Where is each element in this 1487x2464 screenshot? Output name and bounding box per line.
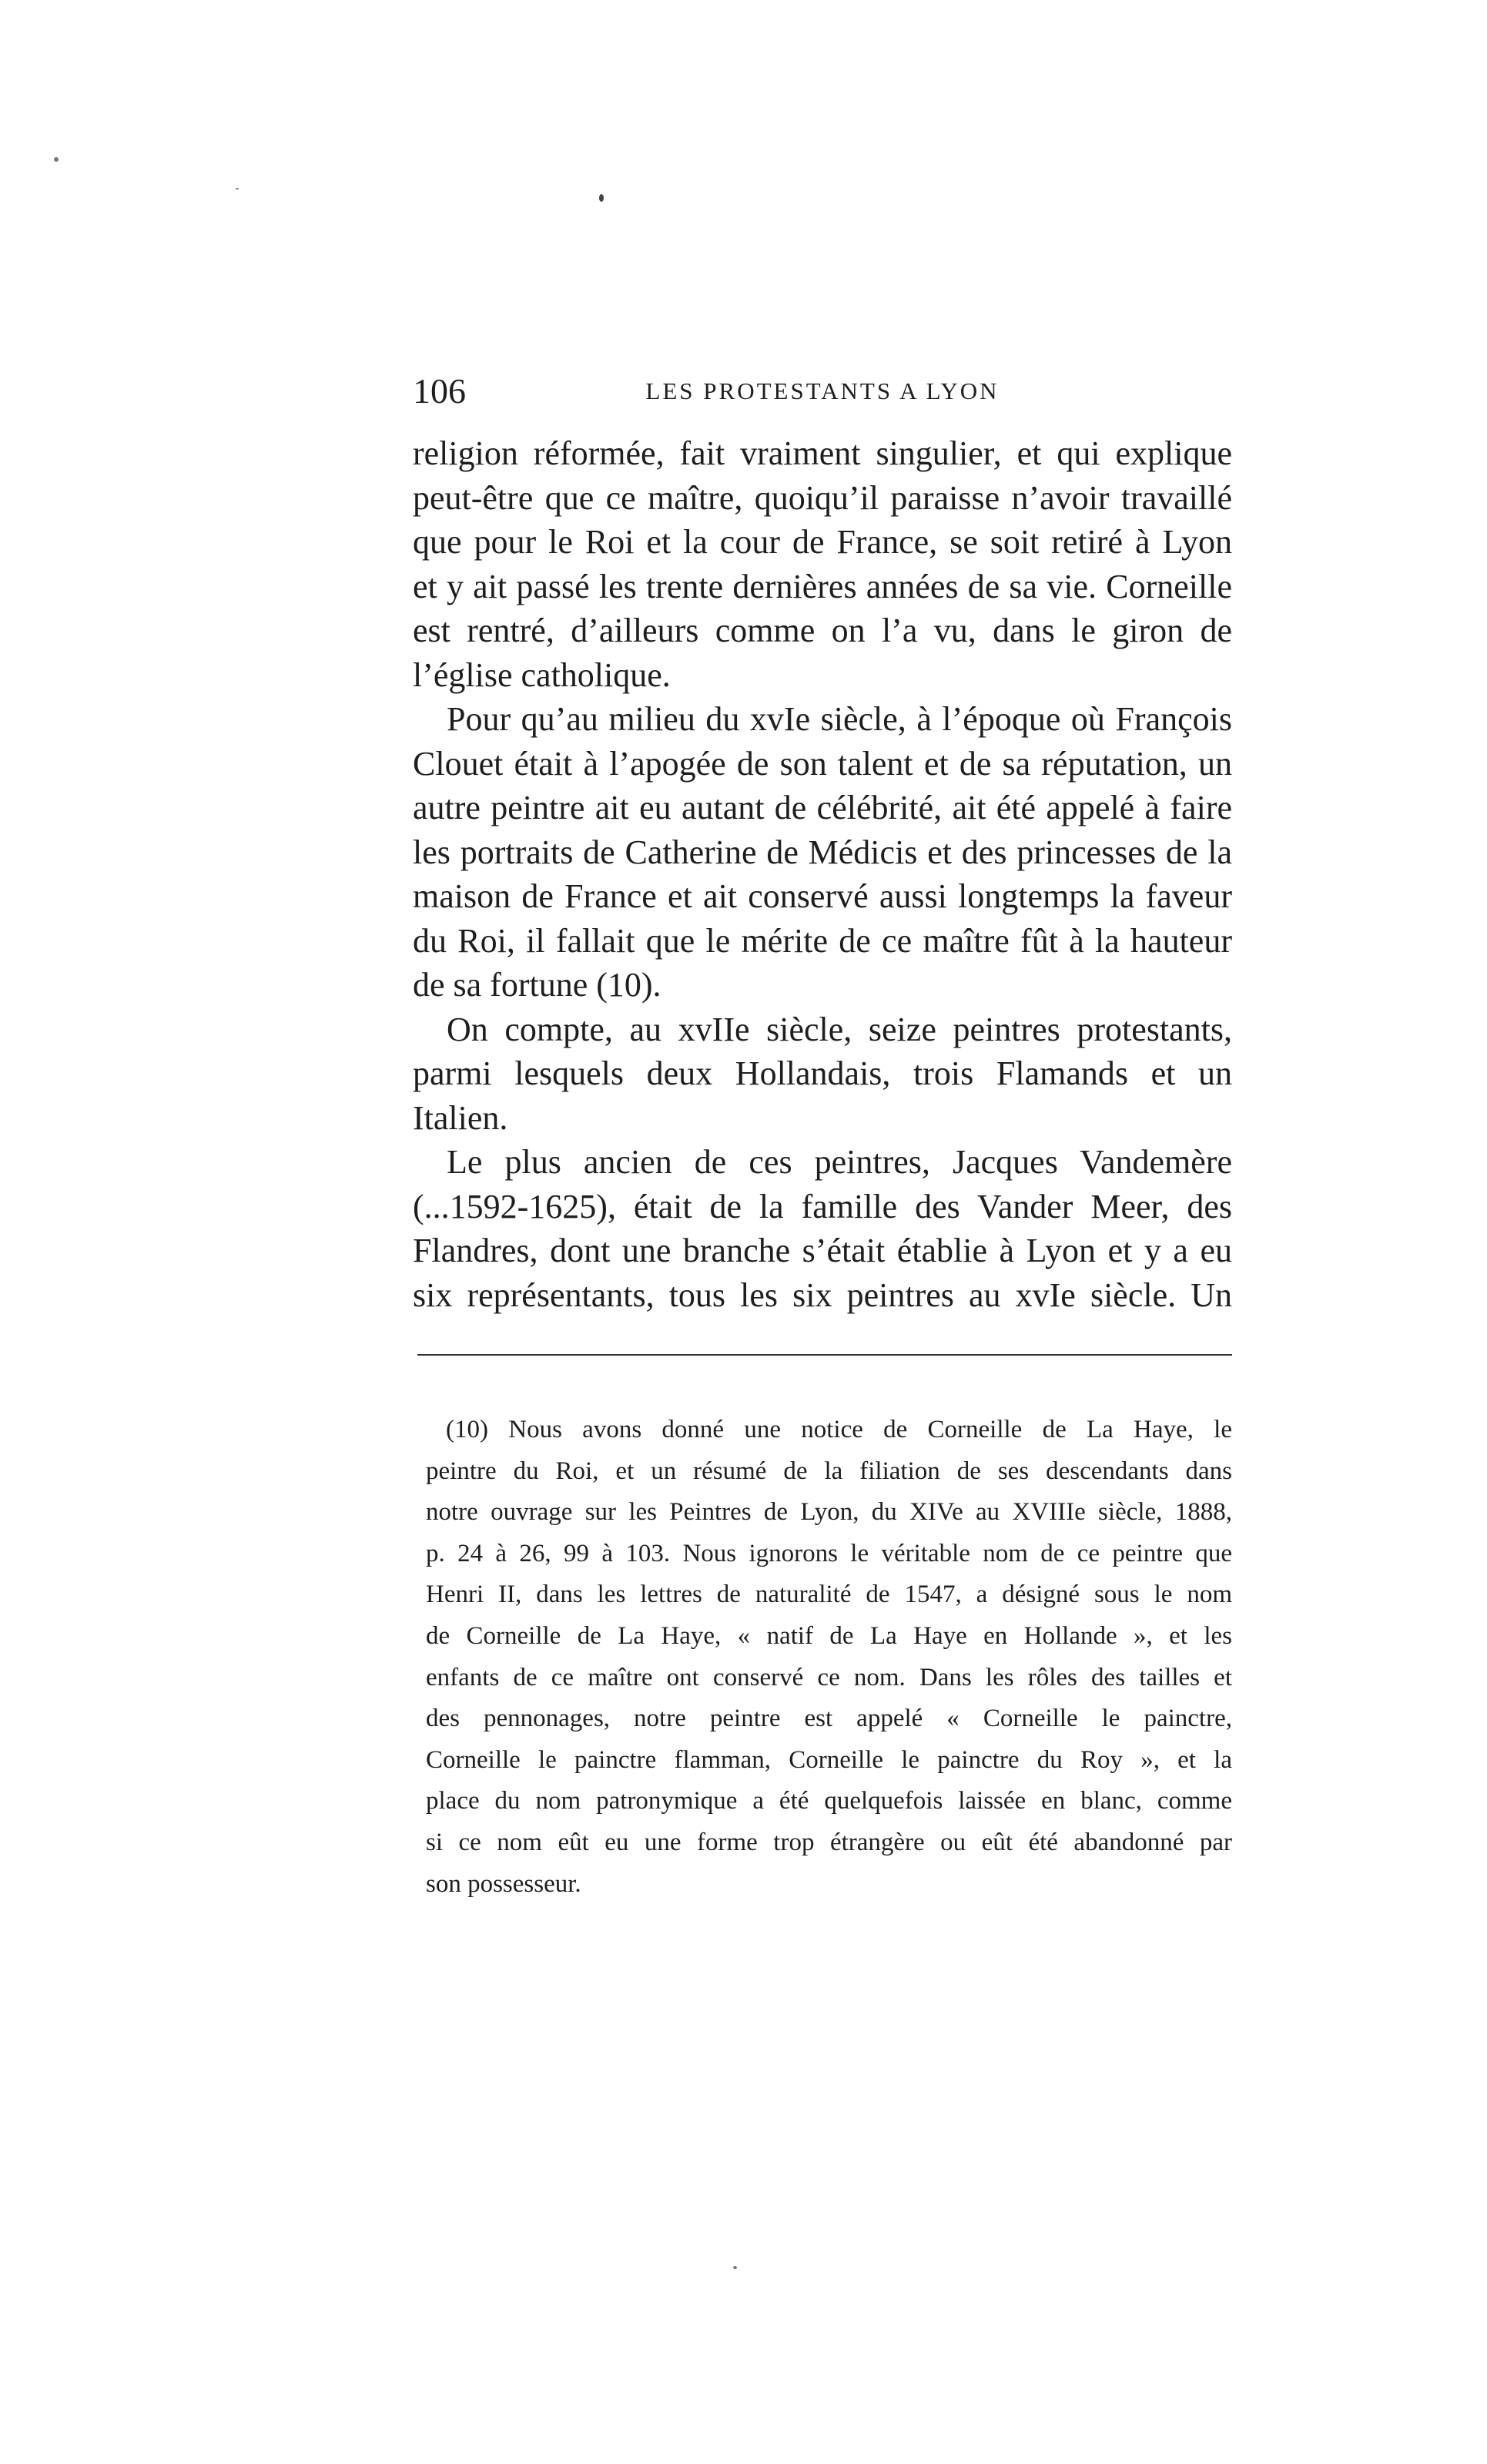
- paragraph: [413, 1007, 1232, 1141]
- footnote-line: place du nom patronymique a été quelquefois laissée en blanc, comme: [426, 1787, 1232, 1815]
- text-line: de sa fortune (10).: [413, 966, 661, 1004]
- text-line: Italien.: [413, 1098, 508, 1137]
- paragraph: [413, 431, 1232, 697]
- footnote-line: p. 24 à 26, 99 à 103. Nous ignorons le véritable nom de ce peintre que: [426, 1539, 1232, 1567]
- footnote-line: si ce nom eût eu une forme trop étrangère ou eût été abandonné par: [426, 1828, 1232, 1856]
- text-line: six représentants, tous les six peintres au xvIe siècle. Un: [413, 1276, 1232, 1314]
- text-line: Flandres, dont une branche s’était établie à Lyon et y a eu: [413, 1232, 1232, 1269]
- footnote-line: Corneille le painctre flamman, Corneille le painctre du Roy », et la: [426, 1745, 1232, 1774]
- text-line: (...1592-1625), était de la famille des Vander Meer, des: [413, 1187, 1232, 1225]
- footnote-line: de Corneille de La Haye, « natif de La Haye en Hollande », et les: [426, 1621, 1232, 1650]
- text-line: Le plus ancien de ces peintres, Jacques Vandemère: [447, 1143, 1232, 1181]
- footnote-line: peintre du Roi, et un résumé de la filiation de ses descendants dans: [426, 1457, 1232, 1485]
- page-number: 106: [413, 371, 466, 411]
- text-line: les portraits de Catherine de Médicis et des princesses de la: [413, 833, 1232, 871]
- print-speck: [733, 2266, 737, 2269]
- footnote-line: notre ouvrage sur les Peintres de Lyon, du XIVe au XVIIIe siècle, 1888,: [426, 1498, 1232, 1527]
- text-line: parmi lesquels deux Hollandais, trois Flamands et un: [413, 1054, 1232, 1092]
- footnote-line: (10) Nous avons donné une notice de Corneille de La Haye, le: [446, 1416, 1232, 1443]
- paragraph: [413, 1140, 1232, 1317]
- paragraph: [413, 697, 1232, 1007]
- text-line: est rentré, d’ailleurs comme on l’a vu, dans le giron de: [413, 612, 1232, 649]
- print-speck: [54, 157, 59, 162]
- footnote-line: son possesseur.: [426, 1869, 581, 1898]
- text-line: maison de France et ait conservé aussi longtemps la faveur: [413, 877, 1232, 915]
- text-line: autre peintre ait eu autant de célébrité, ait été appelé à faire: [413, 789, 1232, 826]
- running-title: LES PROTESTANTS A LYON: [645, 377, 1000, 404]
- footnote-line: des pennonages, notre peintre est appelé « Corneille le painctre,: [426, 1705, 1232, 1733]
- text-line: religion réformée, fait vraiment singulier, et qui explique: [413, 434, 1232, 472]
- text-line: On compte, au xvIIe siècle, seize peintres protestants,: [447, 1010, 1232, 1048]
- page-header: [413, 368, 1232, 414]
- text-line: Clouet était à l’apogée de son talent et de sa réputation, un: [413, 744, 1232, 783]
- text-line: et y ait passé les trente dernières années de sa vie. Corneille: [413, 567, 1232, 605]
- text-line: du Roi, il fallait que le mérite de ce maître fût à la hauteur: [413, 921, 1232, 960]
- footnote-separator: [417, 1354, 1232, 1356]
- text-line: l’église catholique.: [413, 655, 671, 694]
- text-line: peut-être que ce maître, quoiqu’il paraisse n’avoir travaillé: [413, 478, 1232, 517]
- footnote: [426, 1410, 1232, 1905]
- text-line: que pour le Roi et la cour de France, se soit retiré à Lyon: [413, 523, 1232, 561]
- main-text: [413, 431, 1232, 1317]
- text-line: Pour qu’au milieu du xvIe siècle, à l’époque où François: [447, 700, 1232, 738]
- print-speck: [236, 188, 239, 189]
- footnote-paragraph: [426, 1410, 1232, 1905]
- footnote-line: Henri II, dans les lettres de naturalité de 1547, a désigné sous le nom: [426, 1581, 1232, 1609]
- print-speck: [599, 194, 604, 202]
- footnote-line: enfants de ce maître ont conservé ce nom. Dans les rôles des tailles et: [426, 1663, 1232, 1691]
